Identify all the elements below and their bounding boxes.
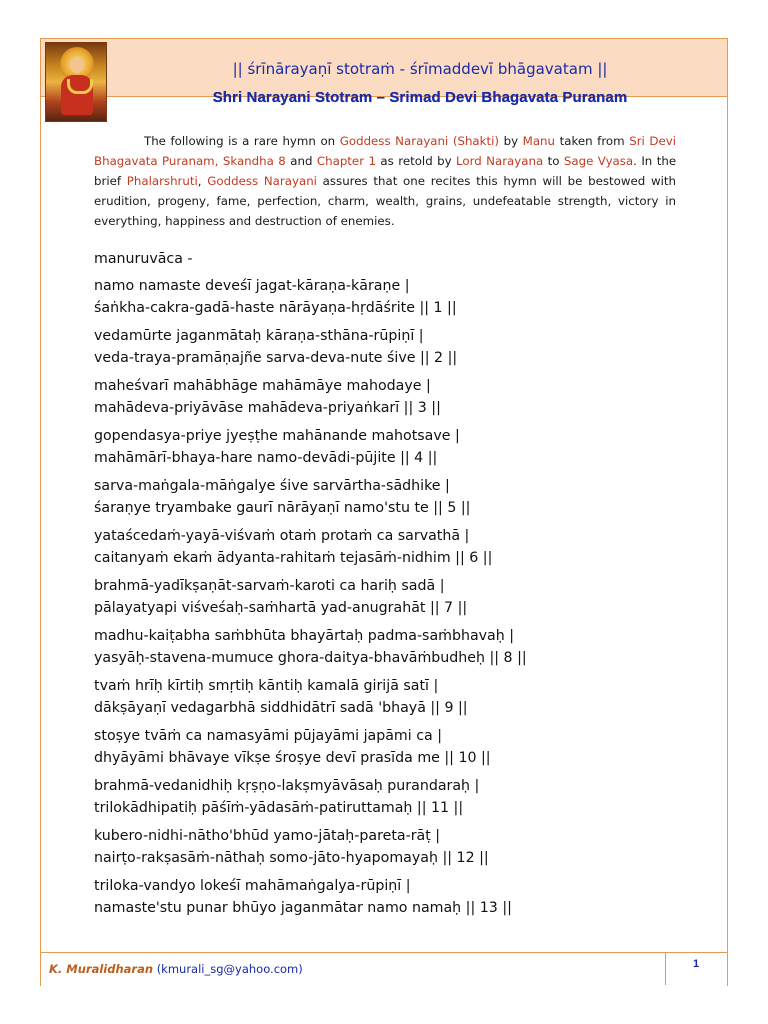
face-shape — [70, 57, 84, 73]
verse-12 — [94, 825, 694, 869]
verse-line: gopendasya-priye jyeṣṭhe mahānande mahotsave | — [94, 428, 460, 444]
intro-text: taken from — [559, 134, 625, 148]
speaker-heading: manuruvāca - — [94, 251, 193, 267]
verse-11 — [94, 775, 694, 819]
highlight-source: Sri Devi Bhagavata Puranam, Skandha 8 — [94, 134, 676, 168]
verse-13 — [94, 875, 694, 919]
highlight-chapter: Chapter 1 — [316, 154, 376, 168]
intro-text: , — [197, 174, 202, 188]
author-name: K. Muralidharan — [49, 962, 154, 976]
verse-line: kubero-nidhi-nātho'bhūd yamo-jātaḥ-pareta-rāṭ | — [94, 828, 441, 844]
highlight-goddess-2: Goddess Narayani — [207, 174, 317, 188]
verse-line: brahmā-vedanidhiḥ kṛṣṇo-lakṣmyāvāsaḥ purandaraḥ | — [94, 778, 480, 794]
verse-6 — [94, 525, 694, 569]
intro-text: as retold by — [380, 154, 452, 168]
verse-line: madhu-kaiṭabha saṁbhūta bhayārtaḥ padma-saṁbhavaḥ | — [94, 628, 515, 644]
verse-line: mahāmārī-bhaya-hare namo-devādi-pūjite || 4 || — [94, 450, 438, 466]
verse-line: brahmā-yadīkṣaṇāt-sarvaṁ-karoti ca hariḥ sadā | — [94, 578, 445, 594]
verse-line: nairṭo-rakṣasāṁ-nāthaḥ somo-jāto-hyapomayaḥ || 12 || — [94, 850, 489, 866]
intro-text: by — [503, 134, 519, 148]
verse-line: triloka-vandyo lokeśī mahāmaṅgalya-rūpiṇī | — [94, 878, 411, 894]
highlight-sage: Sage Vyasa — [563, 154, 634, 168]
goddess-narayani-image — [45, 42, 107, 122]
verse-line: trilokādhipatiḥ pāśīṁ-yādasāṁ-patiruttamaḥ || 11 || — [94, 800, 464, 816]
highlight-lord: Lord Narayana — [456, 154, 544, 168]
verse-3 — [94, 375, 694, 419]
verse-line: vedamūrte jaganmātaḥ kāraṇa-sthāna-rūpiṇī | — [94, 328, 424, 344]
intro-text: to — [547, 154, 560, 168]
intro-paragraph — [94, 131, 676, 231]
necklace-shape — [67, 79, 93, 94]
verse-line: dhyāyāmi bhāvaye vīkṣe śroṣye devī prasīda me || 10 || — [94, 750, 491, 766]
verse-9 — [94, 675, 694, 719]
verse-line: śaṅkha-cakra-gadā-haste nārāyaṇa-hṛdāśrite || 1 || — [94, 300, 457, 316]
verse-line: yataścedaṁ-yayā-viśvaṁ otaṁ protaṁ ca sarvathā | — [94, 528, 470, 544]
intro-text: . In the brief — [94, 154, 677, 188]
verse-2 — [94, 325, 694, 369]
title-iast: || śrīnārayaṇī stotraṁ - śrīmaddevī bhāgavatam || — [232, 60, 608, 78]
highlight-goddess: Goddess Narayani (Shakti) — [339, 134, 499, 148]
title-english: Shri Narayani Stotram – Srimad Devi Bhagavata Puranam — [212, 89, 628, 106]
verse-8 — [94, 625, 694, 669]
highlight-manu: Manu — [522, 134, 556, 148]
verse-5 — [94, 475, 694, 519]
verse-line: dākṣāyaṇī vedagarbhā siddhidātrī sadā 'bhayā || 9 || — [94, 700, 468, 716]
intro-text: and — [290, 154, 313, 168]
verse-line: veda-traya-pramāṇajñe sarva-deva-nute śive || 2 || — [94, 350, 458, 366]
verses-block — [94, 247, 694, 925]
author-email: (kmurali_sg@yahoo.com) — [156, 962, 303, 976]
verse-line: pālayatyapi viśveśaḥ-saṁhartā yad-anugrahāt || 7 || — [94, 600, 468, 616]
verse-line: stoṣye tvāṁ ca namasyāmi pūjayāmi japāmi ca | — [94, 728, 442, 744]
verse-line: maheśvarī mahābhāge mahāmāye mahodaye | — [94, 378, 431, 394]
page-number: 1 — [692, 958, 700, 970]
footer-author — [49, 962, 303, 976]
intro-text: assures that one recites this hymn will be bestowed with erudition, progeny, fame, perfection, charm, wealth, grains, undefeatable strength, victory in everything, happiness and destruction of enemies. — [94, 174, 676, 228]
verse-line: namaste'stu punar bhūyo jaganmātar namo namaḥ || 13 || — [94, 900, 512, 916]
verse-7 — [94, 575, 694, 619]
verse-line: yasyāḥ-stavena-mumuce ghora-daitya-bhavāṁbudheḥ || 8 || — [94, 650, 527, 666]
highlight-phalarshruti: Phalarshruti — [126, 174, 198, 188]
verse-line: mahādeva-priyāvāse mahādeva-priyaṅkarī || 3 || — [94, 400, 441, 416]
intro-text: The following is a rare hymn on — [144, 134, 336, 148]
verse-line: sarva-maṅgala-māṅgalye śive sarvārtha-sādhike | — [94, 478, 450, 494]
verse-line: caitanyaṁ ekaṁ ādyanta-rahitaṁ tejasāṁ-nidhim || 6 || — [94, 550, 493, 566]
verse-line: tvaṁ hrīḥ kīrtiḥ smṛtiḥ kāntiḥ kamalā girijā satī | — [94, 678, 439, 694]
verse-10 — [94, 725, 694, 769]
verse-4 — [94, 425, 694, 469]
verse-1 — [94, 275, 694, 319]
verse-line: śaraṇye tryambake gaurī nārāyaṇī namo'stu te || 5 || — [94, 500, 471, 516]
verse-line: namo namaste deveśī jagat-kāraṇa-kāraṇe | — [94, 278, 410, 294]
